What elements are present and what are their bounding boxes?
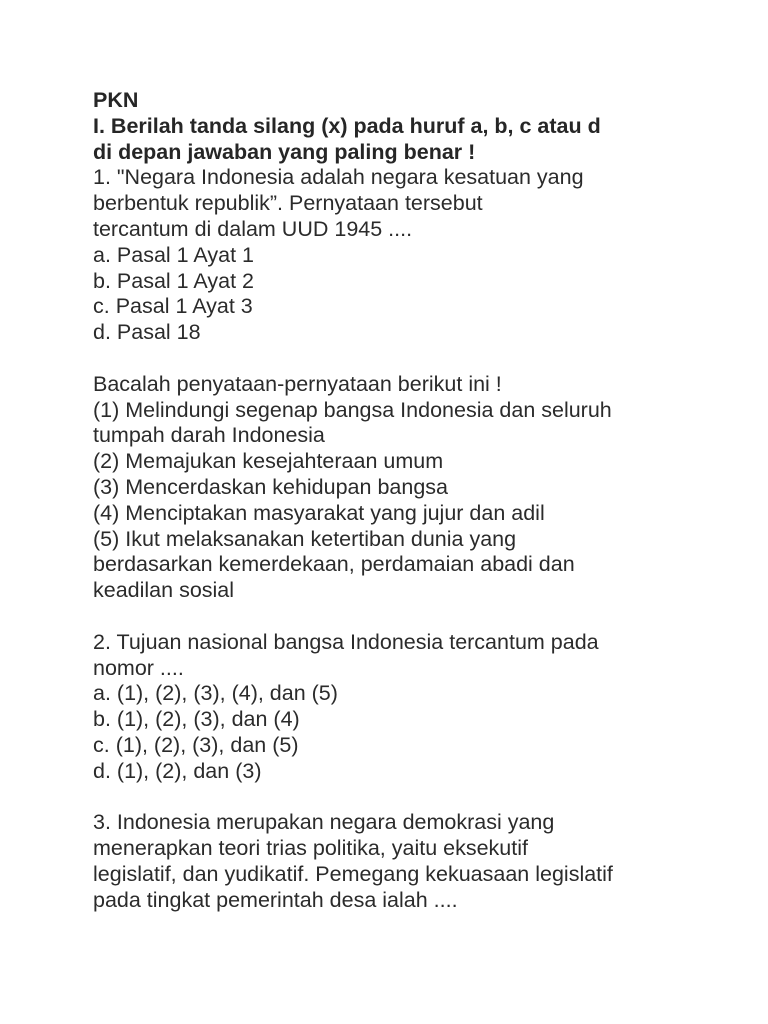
question-2-stem-line: nomor .... (93, 655, 184, 680)
question-2-option-d: d. (1), (2), dan (3) (93, 758, 262, 783)
question-1 (93, 165, 753, 346)
question-3-stem-line: 3. Indonesia merupakan negara demokrasi yang (93, 810, 555, 835)
question-2-stem-line: 2. Tujuan nasional bangsa Indonesia tercantum pada (93, 629, 599, 654)
question-2-option-a: a. (1), (2), (3), (4), dan (5) (93, 681, 338, 706)
question-1-stem-line: 1. "Negara Indonesia adalah negara kesatuan yang (93, 165, 584, 190)
question-2-option-b: b. (1), (2), (3), dan (4) (93, 707, 300, 732)
question-3 (93, 810, 753, 913)
question-1-option-d: d. Pasal 18 (93, 320, 201, 345)
paragraph-gap (93, 785, 753, 811)
paragraph-gap (93, 346, 753, 372)
statement-line: (1) Melindungi segenap bangsa Indonesia dan seluruh (93, 397, 612, 422)
paragraph-gap (93, 604, 753, 630)
subject-title: PKN (93, 88, 139, 112)
instruction-line: di depan jawaban yang paling benar ! (93, 139, 476, 164)
instruction (93, 114, 753, 166)
statement-line: (4) Menciptakan masyarakat yang jujur dan adil (93, 500, 545, 525)
question-1-option-c: c. Pasal 1 Ayat 3 (93, 294, 253, 319)
question-3-stem-line: legislatif, dan yudikatif. Pemegang kekuasaan legislatif (93, 861, 613, 886)
statement-line: (5) Ikut melaksanakan ketertiban dunia yang (93, 526, 517, 551)
question-1-option-a: a. Pasal 1 Ayat 1 (93, 242, 254, 267)
statement-line: (2) Memajukan kesejahteraan umum (93, 449, 444, 474)
question-3-stem-line: pada tingkat pemerintah desa ialah .... (93, 887, 458, 912)
question-1-stem-line: tercantum di dalam UUD 1945 .... (93, 216, 413, 241)
statement-line: (3) Mencerdaskan kehidupan bangsa (93, 474, 448, 499)
question-1-stem-line: berbentuk republik”. Pernyataan tersebut (93, 191, 483, 216)
instruction-line: I. Berilah tanda silang (x) pada huruf a, b, c atau d (93, 113, 601, 138)
question-1-option-b: b. Pasal 1 Ayat 2 (93, 268, 254, 293)
question-2-option-c: c. (1), (2), (3), dan (5) (93, 732, 299, 757)
statement-line: keadilan sosial (93, 578, 235, 603)
question-3-stem-line: menerapkan teori trias politika, yaitu eksekutif (93, 836, 528, 861)
statements-intro: Bacalah penyataan-pernyataan berikut ini ! (93, 371, 502, 396)
statement-line: tumpah darah Indonesia (93, 423, 325, 448)
statements-block (93, 372, 753, 604)
document-page (93, 88, 753, 914)
statement-line: berdasarkan kemerdekaan, perdamaian abadi dan (93, 552, 575, 577)
question-2 (93, 630, 753, 785)
